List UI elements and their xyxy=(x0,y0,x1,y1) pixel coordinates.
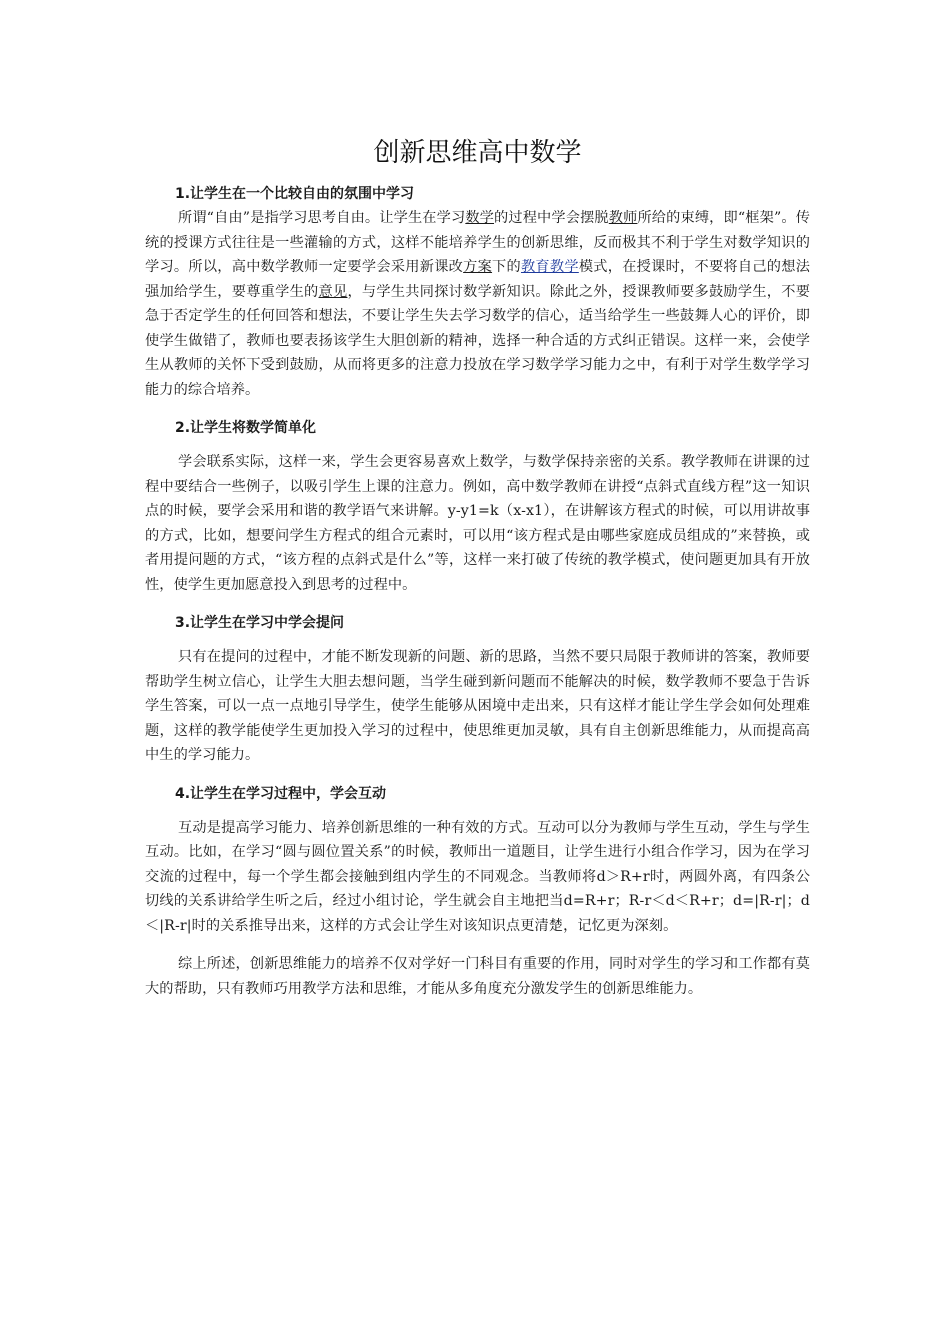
section-paragraph-2: 学会联系实际，这样一来，学生会更容易喜欢上数学，与数学保持亲密的关系。教学教师在讲课的过程中要结合一些例子，以吸引学生上课的注意力。例如，高中数学教师在讲授“点斜式直线方程”这一知识点的时候，要学会采用和谐的教学语气来讲解。y-y1=k（x-x1），在讲解该方程式的时候，可以用讲故事的方式，比如，想要问学生方程式的组合元素时，可以用“该方程式是由哪些家庭成员组成的”来替换，或者用提问题的方式，“该方程的点斜式是什么”等，这样一来打破了传统的教学模式，使问题更加具有开放性，使学生更加愿意投入到思考的过程中。 xyxy=(145,454,810,593)
document-page xyxy=(145,128,810,1001)
link-plan[interactable]: 方案 xyxy=(463,259,493,275)
paragraph-text: 模式，在授课时，不要将自己的想法强加给学生，要尊重学生的 xyxy=(145,259,810,300)
paragraph-text: 所给的束缚，即“框架”。传统的授课方式往往是一些灌输的方式，这样不能培养学生的创新思维，反而极其不利于学生对数学知识的学习。所以，高中数学教师一定要学会采用新课改 xyxy=(145,210,811,275)
link-teacher[interactable]: 教师 xyxy=(608,210,638,226)
document-title: 创新思维高中数学 xyxy=(373,138,582,168)
paragraph-text: 所谓“自由”是指学习思考自由。让学生在学习 xyxy=(178,210,466,226)
link-math[interactable]: 数学 xyxy=(465,210,495,226)
section-paragraph-1 xyxy=(145,206,810,402)
section-heading-4: 4.让学生在学习过程中，学会互动 xyxy=(175,785,387,802)
paragraph-text: ，与学生共同探讨数学新知识。除此之外，授课教师要多鼓励学生，不要急于否定学生的任何回答和想法，不要让学生失去学习数学的信心，适当给学生一些鼓舞人心的评价，即使学生做错了，教师也要表扬该学生大胆创新的精神，选择一种合适的方式纠正错误。这样一来，会使学生从教师的关怀下受到鼓励，从而将更多的注意力投放在学习数学学习能力之中，有利于对学生数学学习能力的综合培养。 xyxy=(145,283,811,398)
paragraph-text: 的过程中学会摆脱 xyxy=(494,210,609,226)
section-heading-1: 1.让学生在一个比较自由的氛围中学习 xyxy=(175,186,415,202)
section-heading-3: 3.让学生在学习中学会提问 xyxy=(175,615,345,631)
link-opinion[interactable]: 意见 xyxy=(318,283,348,300)
conclusion-paragraph: 综上所述，创新思维能力的培养不仅对学好一门科目有重要的作用，同时对学生的学习和工作都有莫大的帮助，只有教师巧用教学方法和思维，才能从多角度充分激发学生的创新思维能力。 xyxy=(145,956,810,997)
paragraph-text: 下的 xyxy=(492,259,521,275)
section-heading-2: 2.让学生将数学简单化 xyxy=(175,420,317,436)
section-paragraph-3: 只有在提问的过程中，才能不断发现新的问题、新的思路，当然不要只局限于教师讲的答案，教师要帮助学生树立信心，让学生大胆去想问题，当学生碰到新问题而不能解决的时候，数学教师不要急于告诉学生答案，可以一点一点地引导学生，使学生能够从困境中走出来，只有这样才能让学生学会如何处理难题，这样的教学能使学生更加投入学习的过程中，使思维更加灵敏，具有自主创新思维能力，从而提高高中生的学习能力。 xyxy=(145,649,810,763)
link-education[interactable]: 教育教学 xyxy=(520,259,579,275)
section-paragraph-4: 互动是提高学习能力、培养创新思维的一种有效的方式。互动可以分为教师与学生互动，学生与学生互动。比如，在学习“圆与圆位置关系”的时候，教师出一道题目，让学生进行小组合作学习，因为在学习交流的过程中，每一个学生都会接触到组内学生的不同观念。当教师将d＞R+r时，两圆外离，有四条公切线的关系讲给学生听之后，经过小组讨论，学生就会自主地把当d=R+r；R-r＜d＜R+r；d=|R-r|；d＜|R-r|时的关系推导出来，这样的方式会让学生对该知识点更清楚，记忆更为深刻。 xyxy=(145,819,810,934)
